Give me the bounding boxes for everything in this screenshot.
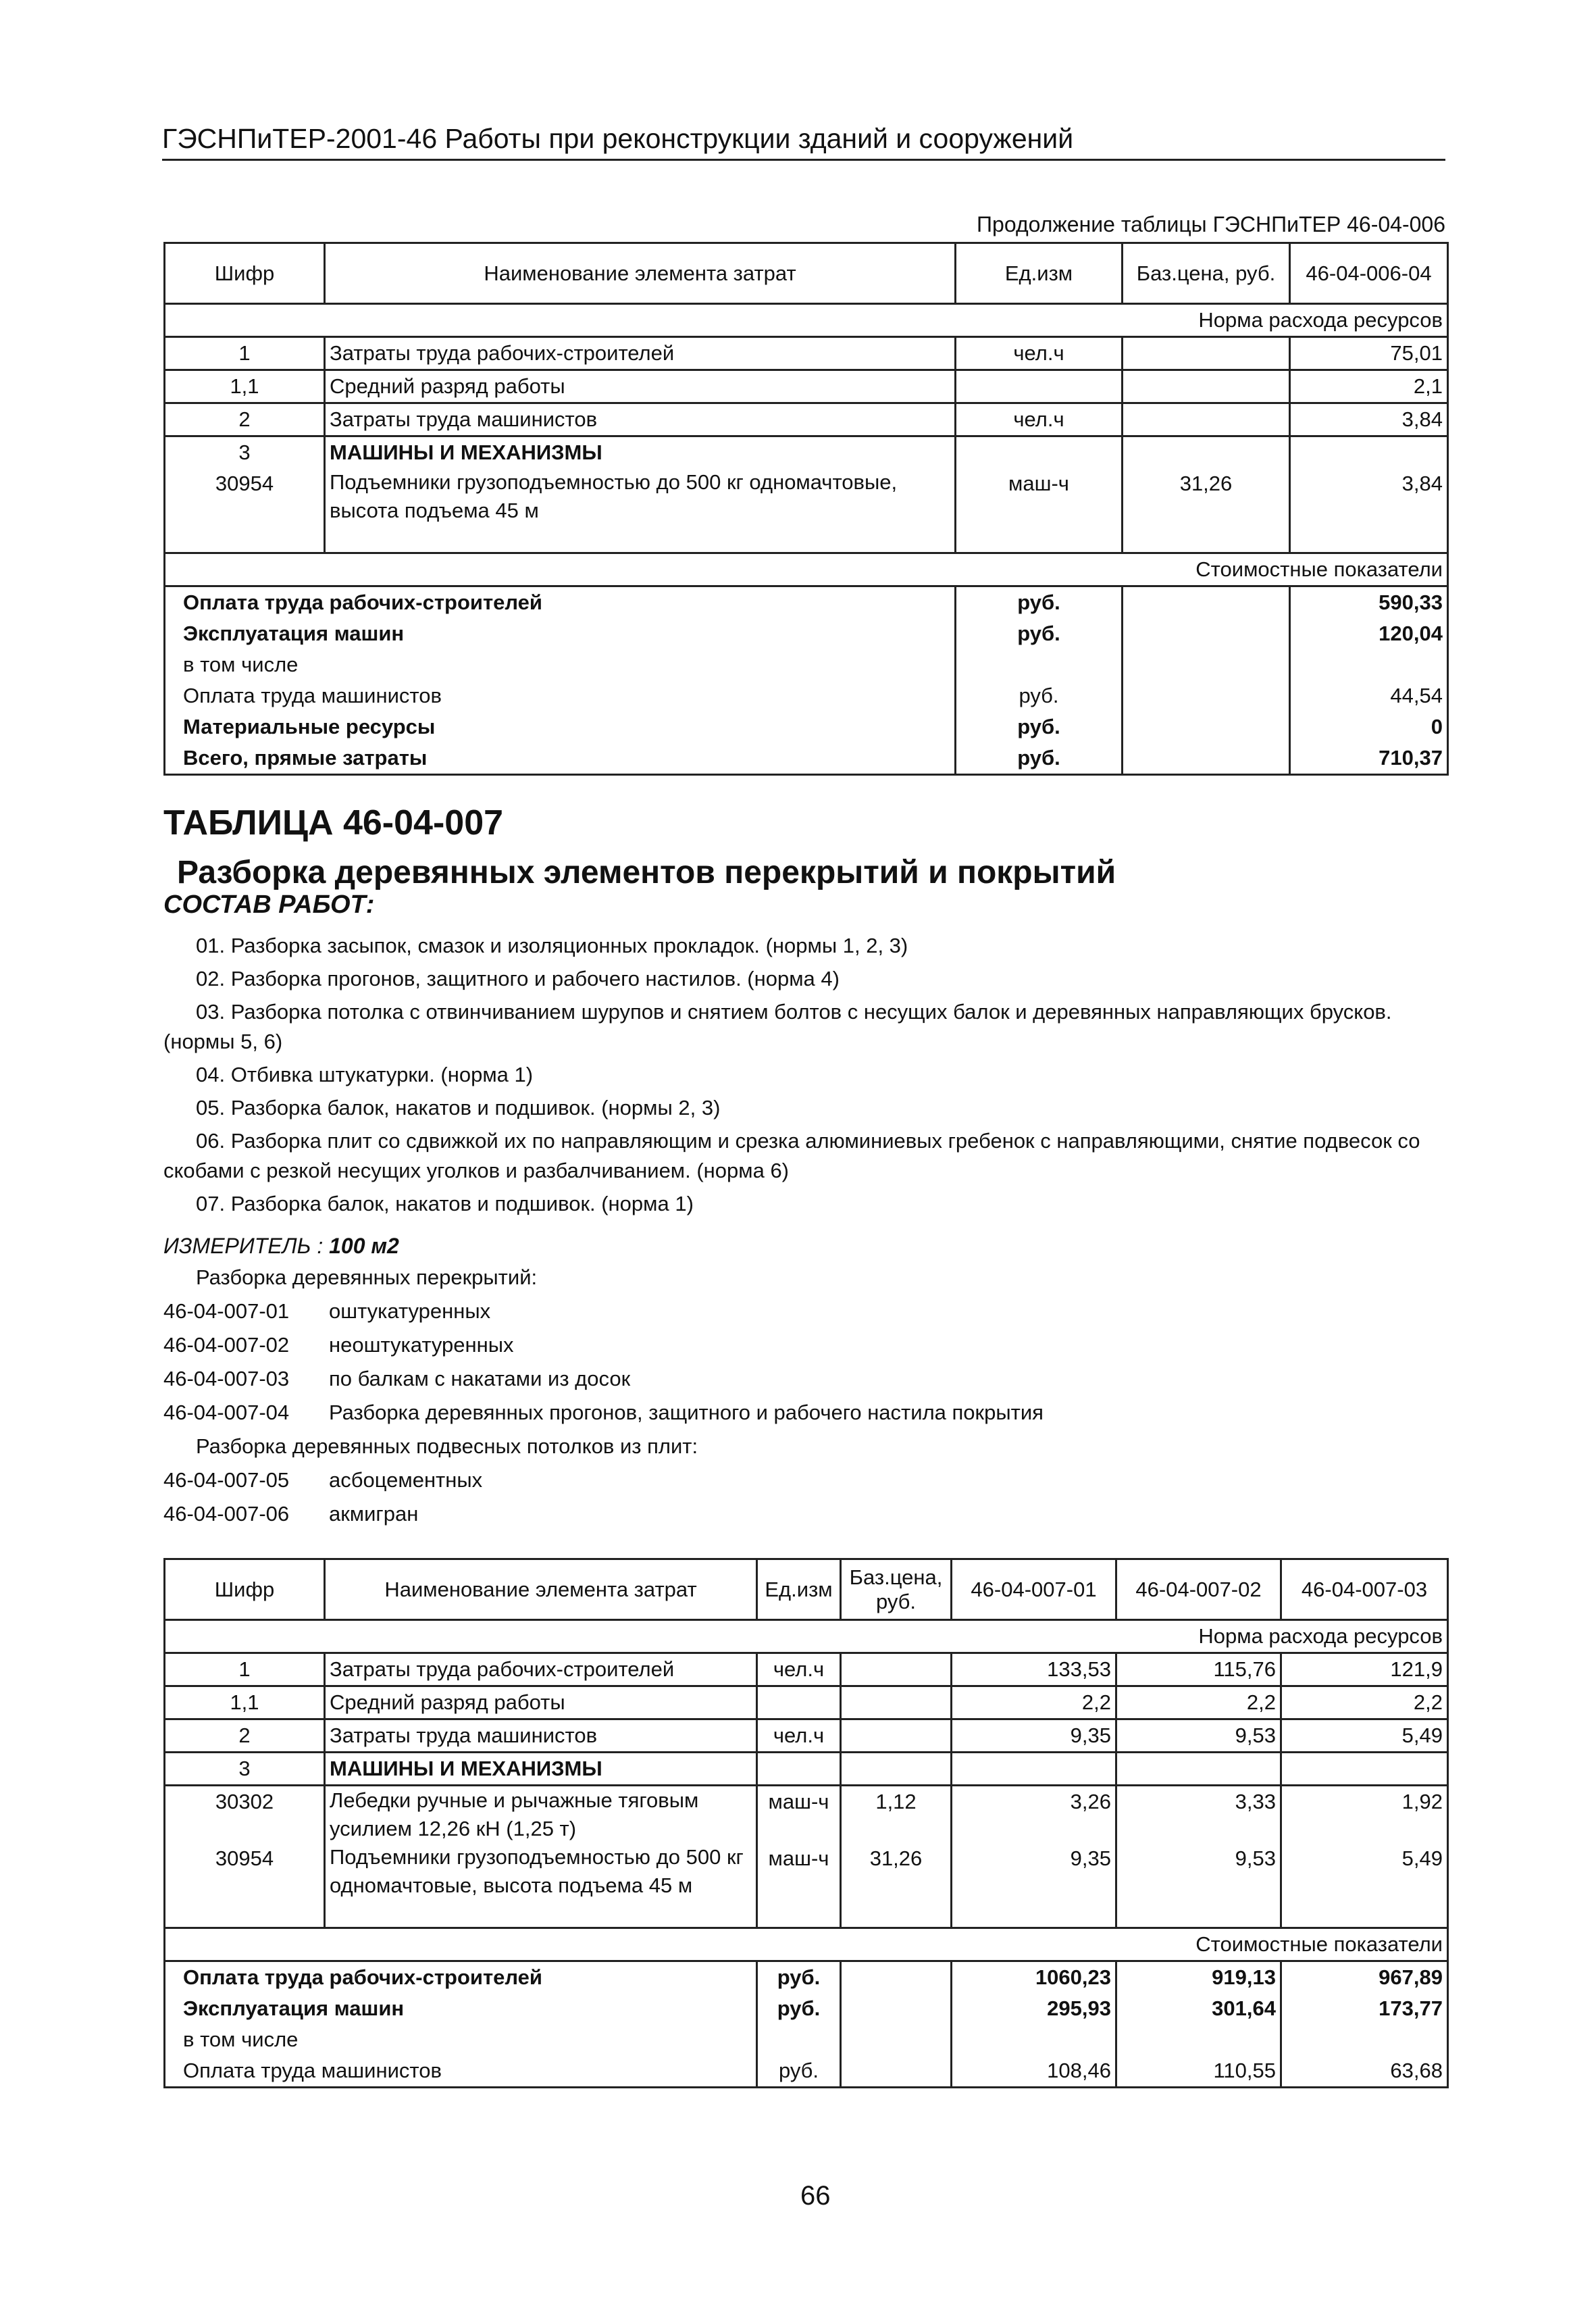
col-header-value-03: 46-04-007-03 [1281, 1559, 1448, 1620]
page-header: ГЭСНПиТЕР-2001-46 Работы при реконструкции зданий и сооружений [162, 123, 1445, 161]
code-row [163, 1396, 1044, 1430]
code-row [163, 1497, 1044, 1531]
table-row [165, 1653, 1448, 1686]
code-row [163, 1362, 1044, 1396]
spacer-row [165, 1900, 1448, 1928]
row-value-01: 3,26 [952, 1786, 1116, 1844]
row-unit [956, 436, 1123, 469]
table-header-row [165, 243, 1448, 304]
work-item: 02. Разборка прогонов, защитного и рабочего настилов. (норма 4) [196, 967, 840, 990]
row-unit: маш-ч [757, 1843, 841, 1900]
cost-row [165, 711, 1448, 743]
work-item: 04. Отбивка штукатурки. (норма 1) [196, 1063, 534, 1086]
norm-label-row [165, 304, 1448, 337]
row-price: 1,12 [841, 1786, 952, 1844]
work-item: 03. Разборка потолка с отвинчиванием шурупов и снятием болтов с несущих балок и деревянных направляющих брусков. (нормы 5, 6) [163, 1000, 1392, 1053]
row-name: Подъемники грузоподъемностью до 500 кг одномачтовые, высота подъема 45 м [325, 468, 956, 525]
cost-name: в том числе [165, 649, 956, 680]
spacer-row [165, 525, 1448, 553]
cost-value: 0 [1290, 711, 1448, 743]
col-header-unit: Ед.изм [956, 243, 1123, 304]
row-value-02: 3,33 [1116, 1786, 1281, 1844]
col-header-price: Баз.цена, руб. [1123, 243, 1290, 304]
norm-label-row [165, 1620, 1448, 1653]
cost-unit: руб. [757, 1961, 841, 1994]
table1-caption: Продолжение таблицы ГЭСНПиТЕР 46-04-006 [977, 212, 1445, 236]
cost-row [165, 743, 1448, 775]
table-row [165, 337, 1448, 370]
row-code: 2 [165, 403, 325, 436]
row-name: Затраты труда рабочих-строителей [325, 1653, 757, 1686]
page-number: 66 [800, 2181, 831, 2211]
row-code: 2 [165, 1719, 325, 1753]
cost-unit: руб. [757, 2055, 841, 2088]
row-unit: чел.ч [956, 337, 1123, 370]
row-name: Затраты труда рабочих-строителей [325, 337, 956, 370]
cost-name: Оплата труда машинистов [165, 680, 956, 711]
table-row [165, 436, 1448, 469]
row-value-03: 5,49 [1281, 1843, 1448, 1900]
row-name: Затраты труда машинистов [325, 1719, 757, 1753]
col-header-value-02: 46-04-007-02 [1116, 1559, 1281, 1620]
cost-label: Стоимостные показатели [165, 1928, 1448, 1961]
cost-unit: руб. [956, 743, 1123, 775]
cost-row [165, 2024, 1448, 2055]
cost-name: Оплата труда рабочих-строителей [165, 1961, 757, 1994]
meter [163, 1234, 399, 1259]
code-row [163, 1328, 1044, 1362]
cost-value: 710,37 [1290, 743, 1448, 775]
code-name: неоштукатуренных [329, 1333, 514, 1357]
cost-value: 120,04 [1290, 618, 1448, 649]
cost-row [165, 680, 1448, 711]
row-price [1123, 436, 1290, 469]
row-value: 3,84 [1290, 468, 1448, 525]
row-unit: чел.ч [757, 1719, 841, 1753]
code-id: 46-04-007-06 [163, 1502, 290, 1526]
cost-value-01 [952, 2024, 1116, 2055]
row-price: 31,26 [1123, 468, 1290, 525]
cost-value-02: 919,13 [1116, 1961, 1281, 1994]
row-unit: маш-ч [757, 1786, 841, 1844]
cost-unit: руб. [757, 1993, 841, 2024]
section-title: ТАБЛИЦА 46-04-007 [163, 803, 504, 842]
cost-unit: руб. [956, 680, 1123, 711]
code-id: 46-04-007-04 [163, 1401, 290, 1424]
cost-name: Всего, прямые затраты [165, 743, 956, 775]
row-name: Средний разряд работы [325, 370, 956, 403]
row-value-01: 9,35 [952, 1719, 1116, 1753]
cost-value-01: 108,46 [952, 2055, 1116, 2088]
cost-row [165, 586, 1448, 619]
table-row [165, 403, 1448, 436]
row-code: 30954 [165, 468, 325, 525]
row-name: МАШИНЫ И МЕХАНИЗМЫ [325, 436, 956, 469]
row-value-03: 1,92 [1281, 1786, 1448, 1844]
work-item: 06. Разборка плит со сдвижкой их по направляющим и срезка алюминиевых гребенок с направляющими, снятие подвесок со скобами с резкой несущих уголков и разбалчиванием. (норма 6) [163, 1129, 1420, 1182]
cost-name: Эксплуатация машин [165, 1993, 757, 2024]
row-value-03 [1281, 1753, 1448, 1786]
cost-unit: руб. [956, 618, 1123, 649]
table-row [165, 1753, 1448, 1786]
cost-value-03: 967,89 [1281, 1961, 1448, 1994]
table-row [165, 1686, 1448, 1719]
cost-value [1290, 649, 1448, 680]
table-header-row [165, 1559, 1448, 1620]
row-value: 3,84 [1290, 403, 1448, 436]
cost-name: Материальные ресурсы [165, 711, 956, 743]
table-46-04-006 [163, 242, 1449, 776]
row-name: Лебедки ручные и рычажные тяговым усилием 12,26 кН (1,25 т) [325, 1786, 757, 1844]
row-code: 1 [165, 1653, 325, 1686]
works-list [163, 931, 1460, 1222]
row-name: Затраты труда машинистов [325, 403, 956, 436]
cost-label: Стоимостные показатели [165, 553, 1448, 586]
row-value-01 [952, 1753, 1116, 1786]
code-row [163, 1463, 1044, 1497]
cost-value-03: 173,77 [1281, 1993, 1448, 2024]
row-value-01: 133,53 [952, 1653, 1116, 1686]
col-header-unit: Ед.изм [757, 1559, 841, 1620]
code-id: 46-04-007-03 [163, 1367, 290, 1390]
cost-value-02: 110,55 [1116, 2055, 1281, 2088]
meter-value: 100 м2 [329, 1234, 399, 1258]
row-price [841, 1753, 952, 1786]
table-row [165, 468, 1448, 525]
code-group-title: Разборка деревянных перекрытий: [196, 1265, 538, 1289]
col-header-price: Баз.цена, руб. [841, 1559, 952, 1620]
code-list [163, 1261, 1044, 1531]
cost-value-02 [1116, 2024, 1281, 2055]
row-code: 30302 [165, 1786, 325, 1844]
cost-row [165, 1993, 1448, 2024]
norm-label: Норма расхода ресурсов [165, 1620, 1448, 1653]
row-unit: маш-ч [956, 468, 1123, 525]
works-heading: СОСТАВ РАБОТ: [163, 890, 375, 919]
row-name: Подъемники грузоподъемностью до 500 кг одномачтовые, высота подъема 45 м [325, 1843, 757, 1900]
row-value-02: 9,53 [1116, 1843, 1281, 1900]
row-code: 3 [165, 436, 325, 469]
row-unit [956, 370, 1123, 403]
row-value-02: 2,2 [1116, 1686, 1281, 1719]
row-value [1290, 436, 1448, 469]
cost-name: Оплата труда машинистов [165, 2055, 757, 2088]
row-value-03: 5,49 [1281, 1719, 1448, 1753]
cost-value-02: 301,64 [1116, 1993, 1281, 2024]
cost-label-row [165, 553, 1448, 586]
work-item: 05. Разборка балок, накатов и подшивок. (нормы 2, 3) [196, 1096, 721, 1120]
cost-unit [956, 649, 1123, 680]
cost-unit: руб. [956, 711, 1123, 743]
table-row [165, 1843, 1448, 1900]
table-row [165, 370, 1448, 403]
row-code: 1,1 [165, 370, 325, 403]
code-name: по балкам с накатами из досок [329, 1367, 631, 1390]
cost-value-03: 63,68 [1281, 2055, 1448, 2088]
table-46-04-007 [163, 1558, 1449, 2088]
norm-label: Норма расхода ресурсов [165, 304, 1448, 337]
row-value-02: 115,76 [1116, 1653, 1281, 1686]
meter-label: ИЗМЕРИТЕЛЬ : [163, 1234, 324, 1258]
col-header-code: Шифр [165, 1559, 325, 1620]
row-price [841, 1686, 952, 1719]
table-row [165, 1786, 1448, 1844]
row-price [1123, 403, 1290, 436]
row-value-03: 121,9 [1281, 1653, 1448, 1686]
row-value-03: 2,2 [1281, 1686, 1448, 1719]
row-code: 1,1 [165, 1686, 325, 1719]
row-code: 30954 [165, 1843, 325, 1900]
cost-row [165, 649, 1448, 680]
row-price: 31,26 [841, 1843, 952, 1900]
code-row [163, 1294, 1044, 1328]
col-header-value-01: 46-04-007-01 [952, 1559, 1116, 1620]
cost-value-01: 295,93 [952, 1993, 1116, 2024]
row-name: Средний разряд работы [325, 1686, 757, 1719]
row-unit [757, 1753, 841, 1786]
col-header-value: 46-04-006-04 [1290, 243, 1448, 304]
cost-value-01: 1060,23 [952, 1961, 1116, 1994]
row-unit: чел.ч [956, 403, 1123, 436]
cost-unit: руб. [956, 586, 1123, 619]
code-name: акмигран [329, 1502, 419, 1526]
code-id: 46-04-007-01 [163, 1299, 290, 1323]
code-name: Разборка деревянных прогонов, защитного и рабочего настила покрытия [329, 1401, 1044, 1424]
table-row [165, 1719, 1448, 1753]
row-price [841, 1653, 952, 1686]
work-item: 07. Разборка балок, накатов и подшивок. (норма 1) [196, 1192, 694, 1215]
cost-unit [757, 2024, 841, 2055]
cost-row [165, 618, 1448, 649]
cost-row [165, 1961, 1448, 1994]
row-name: МАШИНЫ И МЕХАНИЗМЫ [325, 1753, 757, 1786]
cost-value: 44,54 [1290, 680, 1448, 711]
row-value-02: 9,53 [1116, 1719, 1281, 1753]
cost-value: 590,33 [1290, 586, 1448, 619]
row-unit: чел.ч [757, 1653, 841, 1686]
cost-label-row [165, 1928, 1448, 1961]
row-value-02 [1116, 1753, 1281, 1786]
row-price [841, 1719, 952, 1753]
cost-name: в том числе [165, 2024, 757, 2055]
row-price [1123, 337, 1290, 370]
row-code: 3 [165, 1753, 325, 1786]
cost-name: Эксплуатация машин [165, 618, 956, 649]
col-header-code: Шифр [165, 243, 325, 304]
cost-name: Оплата труда рабочих-строителей [165, 586, 956, 619]
cost-value-03 [1281, 2024, 1448, 2055]
code-id: 46-04-007-05 [163, 1468, 290, 1492]
code-name: оштукатуренных [329, 1299, 491, 1323]
row-code: 1 [165, 337, 325, 370]
row-value-01: 9,35 [952, 1843, 1116, 1900]
code-group-title: Разборка деревянных подвесных потолков из плит: [196, 1434, 698, 1458]
row-price [1123, 370, 1290, 403]
col-header-name: Наименование элемента затрат [325, 243, 956, 304]
work-item: 01. Разборка засыпок, смазок и изоляционных прокладок. (нормы 1, 2, 3) [196, 934, 908, 957]
row-value: 2,1 [1290, 370, 1448, 403]
row-value: 75,01 [1290, 337, 1448, 370]
cost-row [165, 2055, 1448, 2088]
section-subtitle: Разборка деревянных элементов перекрытий и покрытий [177, 855, 1116, 890]
code-id: 46-04-007-02 [163, 1333, 290, 1357]
row-unit [757, 1686, 841, 1719]
col-header-name: Наименование элемента затрат [325, 1559, 757, 1620]
row-value-01: 2,2 [952, 1686, 1116, 1719]
code-name: асбоцементных [329, 1468, 483, 1492]
